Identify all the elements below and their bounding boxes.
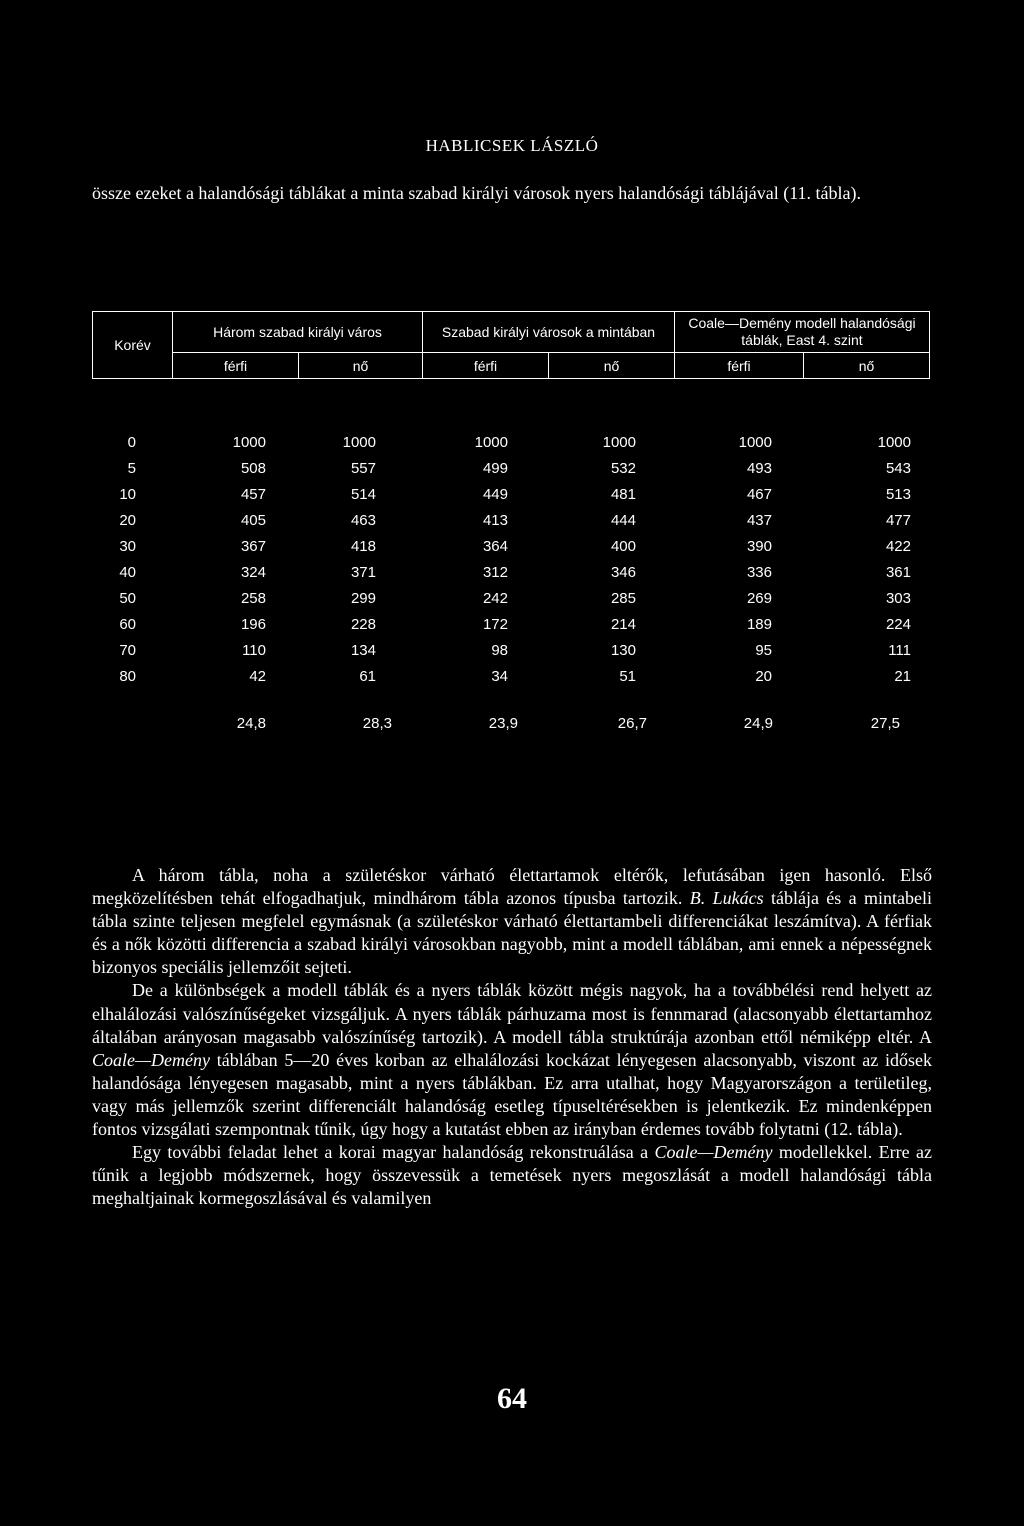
paragraph: Egy további feladat lehet a korai magyar halandóság rekonstruálása a Coale—Demény modellekkel. Erre az tűnik a legjobb módszernek, hogy összevessük a temetések nyers megoszlását a modell halandósági tábla meghaltjainak kormegoszlásával és valamilyen [92,1142,932,1209]
table-row: 5 508 557 499 532 493 543 [127,460,911,477]
paragraph: De a különbségek a modell táblák és a nyers táblák között mégis nagyok, ha a továbbélési rend helyett az elhalálozási valószínűségeket vizsgáljuk. A nyers táblák párhuzama most is fennmarad (alacsonyabb élettartamhoz általában arányosan magasabb valószínűség tartozik). A modell tábla struktúrája azonban ettől némiképp eltér. A Coale—Demény táblában 5—20 éves korban az elhalálozási kockázat lényegesen alacsonyabb, viszont az idősek halandósága lényegesen magasabb, mint a nyers táblákban. Ez arra utalhat, hogy Magyarországon a területileg, vagy más jellemzők szerint differenciált halandóság esetleg típuseltérésekben is jelentkezik. Ez mindenképpen fontos vizsgálati szempontnak tűnik, úgy hogy a kutatást ebben az irányban érdemes tovább folytatni (12. tábla). [92,980,932,1140]
summary-row: 24,8 28,3 23,9 26,7 24,9 27,5 [236,715,900,732]
sub-label: nő [858,357,875,374]
col-group-coale-demeny: Coale—Demény modell halandósági táblák, East 4. szint [688,315,916,348]
table-row: 20 405 463 413 444 437 477 [119,512,911,529]
sub-label: férfi [727,357,751,374]
col-korev: Korév [114,337,151,353]
table-row: 50 258 299 242 285 269 303 [119,590,911,607]
sub-label: nő [352,357,369,374]
table-header [92,311,930,379]
sub-label: nő [603,357,620,374]
table-row: 0 1000 1000 1000 1000 1000 1000 [127,434,911,451]
table-row: 70 110 134 98 130 95 111 [119,642,911,659]
sub-label: férfi [223,357,248,374]
sub-label: férfi [473,357,498,374]
table-row: 40 324 371 312 346 336 361 [119,564,911,581]
table-row: 60 196 228 172 214 189 224 [119,616,911,633]
table-row: 80 42 61 34 51 20 21 [119,668,911,685]
page-number: 64 [497,1382,527,1415]
table-row: 10 457 514 449 481 467 513 [119,486,911,503]
intro-paragraph: össze ezeket a halandósági táblákat a minta szabad királyi városok nyers halandósági táblájával (11. tábla). [92,183,862,203]
paragraph: A három tábla, noha a születéskor várható élettartamok eltérők, lefutásában igen hasonló. Első megközelítésben tehát elfogadhatjuk, mindhárom tábla azonos típusba tartozik. B. Lukács táblája és a mintabeli tábla szinte teljesen megfelel egymásnak (a születéskor várható élettartambeli differenciákat leszámítva). A férfiak és a nők közötti differencia a szabad királyi városokban nagyobb, mint a modell táblában, ami ennek a népességnek bizonyos speciális jellemzőit sejteti. [92,865,933,978]
col-group-mintaban: Szabad királyi városok a mintában [441,324,656,340]
running-header: HABLICSEK LÁSZLÓ [425,136,599,155]
body-text [92,864,932,1210]
col-group-harom-varos: Három szabad királyi város [213,324,382,340]
table-row: 30 367 418 364 400 390 422 [119,538,911,555]
